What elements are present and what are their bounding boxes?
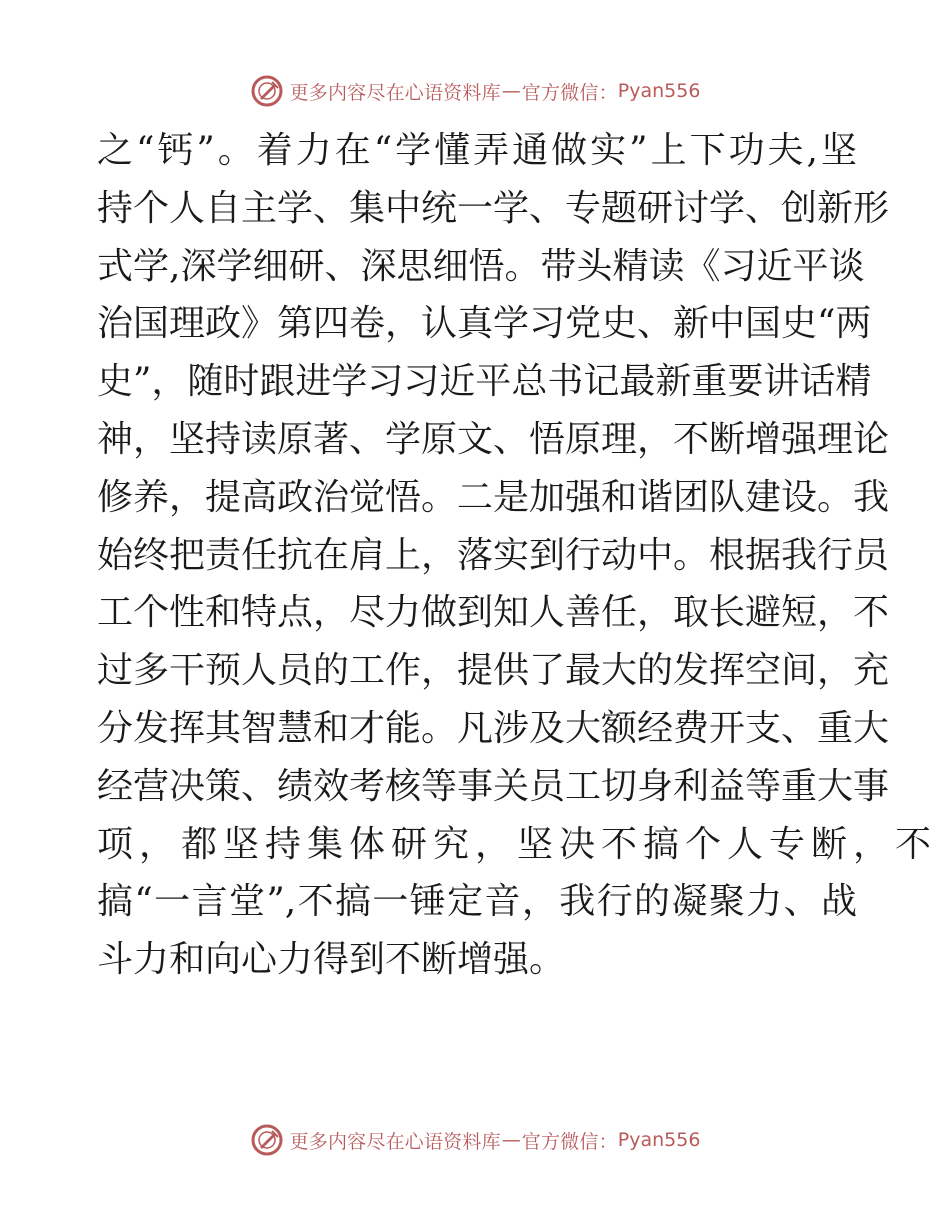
- seal-logo-icon: [250, 74, 284, 108]
- watermark-text: 更多内容尽在心语资料库: [289, 1130, 501, 1153]
- text-line: 神，坚持读原著、学原文、悟原理，不断增强理论: [97, 418, 890, 460]
- text-line: 持个人自主学、集中统一学、专题研讨学、创新形: [97, 187, 890, 229]
- watermark-separator: —: [501, 1129, 521, 1151]
- watermark-separator: —: [501, 80, 521, 102]
- text-line: 始终把责任抗在肩上，落实到行动中。根据我行员: [97, 534, 890, 576]
- text-line: 式学,深学细研、深思细悟。带头精读《习近平谈: [97, 245, 865, 287]
- header-watermark: [0, 71, 950, 111]
- document-body: [97, 122, 938, 989]
- text-line: 修养，提高政治觉悟。二是加强和谐团队建设。我: [97, 476, 890, 518]
- footer-watermark: [0, 1120, 950, 1160]
- text-line: 分发挥其智慧和才能。凡涉及大额经费开支、重大: [97, 707, 890, 749]
- text-line: 史”，随时跟进学习习近平总书记最新重要讲话精: [97, 361, 872, 403]
- text-line: 治国理政》第四卷，认真学习党史、新中国史“两: [97, 303, 872, 345]
- text-line: 经营决策、绩效考核等事关员工切身利益等重大事: [97, 765, 890, 807]
- watermark-text: 更多内容尽在心语资料库: [289, 81, 501, 104]
- text-line: 工个性和特点，尽力做到知人善任，取长避短，不: [97, 592, 890, 634]
- seal-logo-icon: [250, 1123, 284, 1157]
- text-line: 项，都坚持集体研究，坚决不搞个人专断，不: [97, 823, 938, 865]
- watermark-label: 官方微信：: [521, 81, 618, 104]
- text-line: 斗力和向心力得到不断增强。: [97, 939, 566, 981]
- text-line: 过多干预人员的工作，提供了最大的发挥空间，充: [97, 650, 890, 692]
- text-line: 搞“一言堂”,不搞一锤定音，我行的凝聚力、战: [97, 881, 857, 923]
- watermark-label: 官方微信：: [521, 1130, 618, 1153]
- watermark-handle: Pyan556: [617, 80, 701, 102]
- watermark-handle: Pyan556: [617, 1129, 701, 1151]
- text-line: 之“钙”。着力在“学懂弄通做实”上下功夫,坚: [97, 130, 857, 171]
